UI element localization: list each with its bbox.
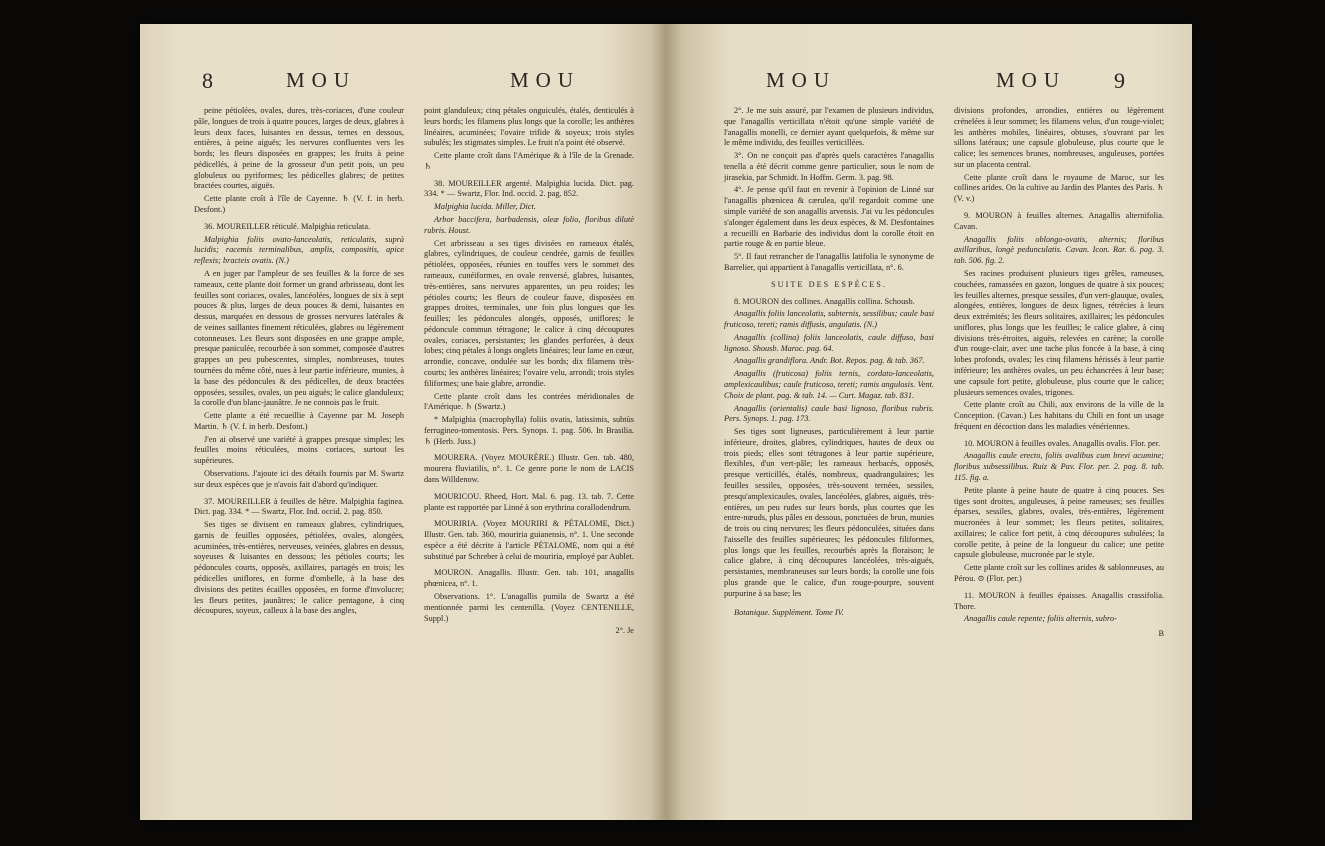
text-column-2 bbox=[954, 106, 1164, 642]
text-column-2 bbox=[424, 106, 634, 639]
paragraph: Cette plante croît dans les contrées méridionales de l'Amérique. ♄ (Swartz.) bbox=[424, 391, 634, 412]
species-heading: 37. MOUREILLER à feuilles de hêtre. Malpighia faginea. Dict. pag. 334. * — Swartz, Flor. Ind. occid. 2. pag. 850. bbox=[194, 496, 404, 517]
paragraph: A en juger par l'ampleur de ses feuilles & la force de ses rameaux, cette plante doit former un grand arbrisseau, dont les feuilles sont coriaces, ovales, lancéolées, longues de six à sept pouces & plus, larges de deux pouces & demi, luisantes en dessus, marquées en dessous de grosses nervures latérales & de veines saillantes finement réticulées, glabres ou légèrement cotonneuses. Les fleurs sont disposées en une grappe ample, presque paniculée, recourbée à son sommet, composée d'autres grappes un peu pubescentes, simples, nombreuses, toutes tournées du même côté, nues à leur partie inférieure, munies, à la base des pédoncules & des pédicelles, de deux bractées opposées, sessiles, ovales, un peu aiguës; le calice glanduleux; la corolle d'un blanc-jaunâtre. Je ne connois pas le fruit. bbox=[194, 268, 404, 408]
paragraph: point glanduleux; cinq pétales onguiculés, étalés, denticulés à leurs bords; les filamens plus longs que la corolle; les anthères linéaires, acuminées; l'ovaire trifide & soyeux; trois styles subulés; les stigmates simples. Le fruit n'a point été observé. bbox=[424, 106, 634, 148]
genus-entry: MOURIRIA. (Voyez MOURIRI & PÉTALOME, Dict.) Illustr. Gen. tab. 360, mouriria guianensis, n°. 1. Une seconde espèce a été décrite à l'article PÉTALOME, nom qui a été substitué par Schreber à celui de mouriria, employé par Aublet. bbox=[424, 519, 634, 561]
paragraph: Ses tiges sont ligneuses, particulièrement à leur partie inférieure, droites, glabres, cylindriques, hautes de deux ou trois pieds; elles sont tétragones à leur partie supérieure, flexibles, d'un vert-pâle; les rameaux herbacés, opposés, presque verticillés, étalés, nombreux, quadrangulaires; les feuilles sessiles, opposées, très-souvent ternées, sessiles, presqu'amplexicaules, ovales, lancéolées, glabres, aiguës, très-entières, un peu rudes sur leurs bords, plus courtes que les entre-nœuds, plus pâles en dessous, ponctuées de brun, munies de trois ou cinq nervures; les fleurs pédonculées, situées dans l'aisselle des feuilles supérieures; les pédoncules filiformes, plus longs que les feuilles, recourbés après la floraison; le calice glabre, à cinq découpures lancéolées, très-aiguës, persistantes, membraneuses sur leurs bords; la corolle une fois plus grande que le calice, d'un rouge-pourpre, souvent purpurine à sa base; les bbox=[724, 427, 934, 598]
running-head: MOU bbox=[766, 68, 837, 92]
text-columns bbox=[194, 106, 634, 639]
paragraph: Cette plante croît dans le royaume de Maroc, sur les collines arides. On la cultive au Jardin des Plantes des Paris. ♄ (V. v.) bbox=[954, 172, 1164, 204]
catchword: 2°. Je bbox=[615, 626, 634, 636]
latin-diagnosis: Anagallis foliis lanceolatis, subternis, sessilibus; caule basi fruticoso, tereti; ramis diffusis, angulatis. (N.) bbox=[724, 309, 934, 330]
right-page-header bbox=[666, 68, 1192, 94]
latin-diagnosis: Anagallis caule repente; foliis alternis, subro- bbox=[964, 614, 1117, 624]
paragraph: Cette plante a été recueillie à Cayenne par M. Joseph Martin. ♄ (V. f. in herb. Desfont.) bbox=[194, 411, 404, 431]
synonym: Anagallis (fruticosa) foliis ternis, cordato-lanceolatis, amplexicaulibus; caule fruticoso, tereti; ramis angulosis. Vent. Choix de plant. pag. & tab. 14. — Curt. Magaz. tab. 831. bbox=[724, 369, 934, 400]
left-page-header bbox=[140, 68, 666, 94]
paragraph: Observations. 1°. L'anagallis pumila de Swartz a été mentionnée parmi les centenilla. (Voyez CENTENILLE, Suppl.) bbox=[424, 592, 634, 623]
genus-entry: MOURERA. (Voyez MOURÈRE.) Illustr. Gen. tab. 480, mourera fluviatilis, n°. 1. Ce genre porte le nom de LACIS dans Willdenow. bbox=[424, 453, 634, 484]
latin-diagnosis: Anagallis caule erecto, foliis ovalibus cum brevi acumine; floribus subsessilibus. Ruiz & Pav. Flor. per. 2. pag. 8. tab. 115. fig. a. bbox=[954, 451, 1164, 482]
paragraph: Cette plante croît sur les collines arides & sablonneuses, au Pérou. ⊙ (Flor. per.) bbox=[954, 563, 1164, 584]
paragraph: Cette plante croît dans l'Amérique & à l'île de la Grenade. ♄ bbox=[424, 151, 634, 171]
paragraph: Petite plante à peine haute de quatre à cinq pouces. Ses tiges sont droites, anguleuses, à peine rameuses; ses feuilles éparses, sessiles, glabres, ovales, très-entières, légèrement mucronées à leur sommet; les fleurs petites, solitaires, axillaires; le calice fort petit, à cinq découpures subulées; la corolle petite, à peine de la longueur du calice; une petite capsule globuleuse, mucronée par le style. bbox=[954, 485, 1164, 560]
paragraph: 2°. Je me suis assuré, par l'examen de plusieurs individus, que l'anagallis verticillata n'étoit qu'une simple variété de l'anagallis monelli, ce dernier ayant quelquefois, & même sur le même individu, des feuilles verticillées. bbox=[724, 106, 934, 148]
species-heading: 36. MOUREILLER réticulé. Malpighia reticulata. bbox=[204, 221, 371, 231]
paragraph: Cette plante croît au Chili, aux environs de la ville de la Conception. (Cavan.) Les habitans du Chili en font un usage fréquent en décoction dans les maladies vénériennes. bbox=[954, 400, 1164, 431]
running-head: MOU bbox=[286, 68, 357, 92]
genus-entry: MOURON. Anagallis. Illustr. Gen. tab. 101, anagallis phœnicea, n°. 1. bbox=[424, 568, 634, 589]
genus-entry: MOURICOU. Rheed, Hort. Mal. 6. pag. 13. tab. 7. Cette plante est rapportée par Linné à son erythrina corallodendrum. bbox=[424, 491, 634, 512]
page-number: 9 bbox=[1114, 68, 1125, 93]
paragraph: Cette plante croît à l'île de Cayenne. ♄ (V. f. in herb. Desfont.) bbox=[194, 194, 404, 215]
paragraph: peine pétiolées, ovales, dures, très-coriaces, d'une couleur pâle, longues de trois à quatre pouces, larges de deux, glabres à leurs deux faces, luisantes en dessus, ternes en dessous, entières, à peine aiguës; les nervures confluentes vers les bords; les fleurs disposées en grappes; les fruits à peine pédicellés, à peine de la grosseur d'un petit pois, un peu globuleux ou pyriformes; les pédicelles glabres; de petites bractées courtes, aiguës. bbox=[194, 106, 404, 191]
species-heading: 8. MOURON des collines. Anagallis collina. Schousb. bbox=[734, 296, 915, 306]
species-heading: 11. MOURON à feuilles épaisses. Anagallis crassifolia. Thore. bbox=[954, 590, 1164, 611]
paragraph: J'en ai observé une variété à grappes presque simples; les feuilles moins réticulées, moins coriaces, surtout les supérieures. bbox=[194, 434, 404, 466]
paragraph: Cet arbrisseau a ses tiges divisées en rameaux étalés, glabres, cylindriques, de couleur cendrée, garnis de feuilles pétiolées, opposées, réunies en touffes vers le sommet des rameaux, cunéiformes, en ovale renversé, glabres, luisantes, très-entières, sans nervures apparentes, un peu roides; les pétioles courts; les fleurs de couleur fauve, disposées en grappes droites, terminales, une fois plus longues que les feuilles; les pédoncules alongés, opposés, uniflores; le pédoncule commun tétragone; le calice à cinq découpures ovales, coriaces, persistantes; les glandes perforées, à deux lobes; cinq pétales à longs onglets linéaires; leur lame en cœur, arrondie, concave, ondulée sur les bords; dix filamens très-courts; les anthères linéaires; l'ovaire velu, arrondi; trois styles filiformes; une baie glabre, arrondie. bbox=[424, 238, 634, 388]
latin-diagnosis: Anagallis foliis oblongo-ovatis, alternis; floribus axillaribus, longè pedunculatis. Cavan. Icon. Rar. 6. pag. 3. tab. 506. fig. 2. bbox=[954, 234, 1164, 266]
text-columns bbox=[724, 106, 1164, 642]
synonym: Malpighia lucida. Miller, Dict. bbox=[434, 202, 536, 212]
paragraph: 3°. On ne conçoit pas d'après quels caractères l'anagallis tenella a été décrit comme genre particulier, sous le nom de jirasekia, par Schmidt. In Hoffm. Germ. 3. pag. 98. bbox=[724, 151, 934, 182]
paragraph: 5°. Il faut retrancher de l'anagallis latifolia le synonyme de Barrelier, qui appartient à l'anagallis verticillata, n°. 6. bbox=[724, 252, 934, 272]
paragraph: Ses tiges se divisent en rameaux glabres, cylindriques, garnis de feuilles opposées, pétiolées, ovales, alongées, acuminées, très-entières, nerveuses, veinées, glabres en dessus, soyeuses & luisantes en dessous; les pétioles courts; les pédoncules courts, opposés, axillaires, partagés en trois; les pédicelles uniflores, en forme d'ombelle, à la base des divisions des petites écailles opposées, en forme d'involucre; les fleurs petites, jaunâtres; le calice pentagone, à cinq découpures, soyeux, calleux à la base des angles, bbox=[194, 520, 404, 616]
species-heading: 38. MOUREILLER argenté. Malpighia lucida. Dict. pag. 334. * — Swartz, Flor. Ind. occid. 2. pag. 852. bbox=[424, 178, 634, 199]
synonym: Arbor baccifera, barbadensis, oleæ folio, floribus dilutè rubris. Houst. bbox=[424, 215, 634, 235]
synonym: Anagallis grandiflora. Andr. Bot. Repos. pag. & tab. 367. bbox=[734, 356, 925, 366]
synonym: Anagallis (collina) foliis lanceolatis, caule diffuso, basi lignoso. Shousb. Maroc. pag. 64. bbox=[724, 332, 934, 353]
text-column-1 bbox=[724, 106, 934, 642]
synonym: Anagallis (orientalis) caule basi lignoso, floribus rubris. Pers. Synops. 1. pag. 173. bbox=[724, 403, 934, 424]
species-heading: 10. MOURON à feuilles ovales. Anagallis ovalis. Flor. per. bbox=[964, 438, 1161, 448]
section-heading: SUITE DES ESPÈCES. bbox=[771, 279, 887, 289]
page-number: 8 bbox=[202, 68, 213, 93]
paragraph: Ses racines produisent plusieurs tiges grêles, rameuses, couchées, ramassées en gazon, longues de quatre à six pouces; les feuilles alternes, presque sessiles, d'un vert-glauque, ovales, alongées, entières, longues de deux lignes, rétrécies à leurs deux extrémités; les fleurs solitaires, axillaires; les pédoncules uniflores, plus longs que les feuilles; le calice glabre, à cinq divisions très-étroites, aiguës, relevées en carène; la corolle d'un rouge-clair, avec une tache plus foncée à la base, à cinq lobes profonds, ovales; les cinq filamens hérissés à leur partie inférieure; les anthères ovales, un peu échancrées à leur base; une capsule fort petite, globuleuse, plus courte que le calice; plusieurs semences ovales, trigones. bbox=[954, 268, 1165, 397]
paragraph: 4°. Je pense qu'il faut en revenir à l'opinion de Linné sur l'anagallis phœnicea & cærulea, qu'il regardoit comme une simple variété de son anagallis arvensis. J'ai vu les pédoncules s'alonger également dans les deux espèces, & M. Desfontaines a recueilli en Barbarie des individus dont la corolle étoit en partie rouge & en partie bleue. bbox=[724, 185, 934, 249]
running-head: MOU bbox=[510, 68, 581, 92]
signature-mark: B bbox=[1158, 629, 1164, 639]
signature-line: Botanique. Supplément. Tome IV. bbox=[734, 607, 844, 617]
left-page bbox=[140, 24, 666, 820]
species-heading: 9. MOURON à feuilles alternes. Anagallis alternifolia. Cavan. bbox=[954, 211, 1164, 231]
latin-diagnosis: Malpighia foliis ovato-lanceolatis, reticulatis, suprà lucidis; racemis terminalibus, amplis, compositis, apice reflexis; bracteis ovatis. (N.) bbox=[194, 234, 404, 266]
right-page bbox=[666, 24, 1192, 820]
paragraph: divisions profondes, arrondies, entières ou légèrement crénelées à leur sommet; les filamens velus, d'un rouge-violet; les anthères mobiles, linéaires, obtuses, s'ouvrant par les sillons latéraux; une capsule globuleuse, plus courte que le calice; les semences brunes, nombreuses, anguleuses, portées sur un placenta central. bbox=[954, 106, 1164, 169]
text-column-1 bbox=[194, 106, 404, 639]
running-head: MOU bbox=[996, 68, 1067, 92]
paragraph: * Malpighia (macrophylla) foliis ovatis, latissimis, subtùs ferrugineo-tomentosis. Pers. Synops. 1. pag. 506. In Brasilia. ♄ (Herb. Juss.) bbox=[424, 415, 634, 446]
book-spread bbox=[140, 24, 1192, 820]
paragraph: Observations. J'ajoute ici des détails fournis par M. Swartz sur deux espèces que je n'avois fait d'abord qu'indiquer. bbox=[194, 469, 404, 489]
